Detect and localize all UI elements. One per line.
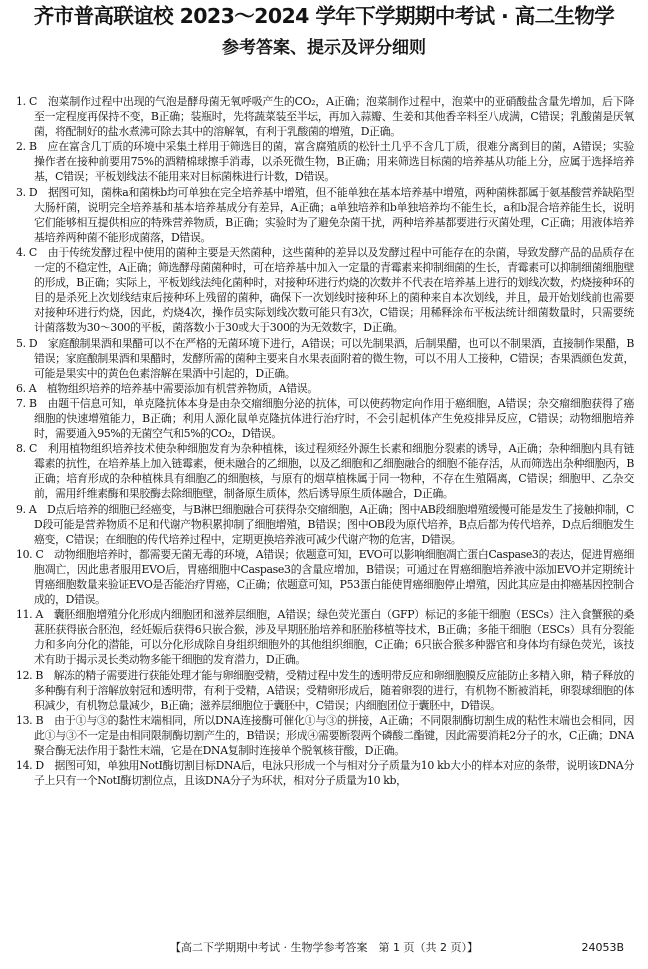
page-title: 齐市普高联谊校 2023～2024 学年下学期期中考试 · 高二生物学 (33, 4, 615, 28)
answer-item-11: 11. A 囊胚细胞增殖分化形成内细胞团和滋养层细胞，A错误；绿色荧光蛋白（GFP）标记的多能干细胞（ESCs）注入食蟹猴的桑葚胚获得嵌合胚泡，经妊娠后获得6只嵌合猴，涉及早期胚胎培养和胚胎移植等技术，B正确；多能干细胞（ESCs）具有分裂能力和多向分化的潜能，可以分化形成除自身组织细胞外的其他组织细胞，C正确；6只嵌合猴多种器官和身体均有绿色荧光，该技术有助于揭示灵长类动物多能干细胞的发育潜力，D正确。 (16, 608, 634, 667)
answer-item-6: 6. A 植物组织培养的培养基中需要添加有机营养物质，A错误。 (16, 381, 318, 395)
answer-item-5: 5. D 家庭酿制果酒和果醋可以不在严格的无菌环境下进行，A错误；可以先制果酒，后制果醋，也可以不制果酒，直接制作果醋，B错误；家庭酿制果酒和果醋时，发酵所需的菌种主要来自水果表面附着的微生物，可以不用人工接种，C错误；杏果酒颜色发黄，可能是果实中的黄色色素溶解在果酒中引起的，D正确。 (16, 336, 634, 380)
answer-item-3: 3. D 据图可知，菌株a和菌株b均可单独在完全培养基中增殖，但不能单独在基本培养基中增殖，两种菌株都属于氨基酸营养缺陷型大肠杆菌，说明完全培养基和基本培养基成分有差异，A正确；a单独培养和b单独培养均不能生长，a和b混合培养能生长，说明它们能够相互提供相应的特殊营养物质，B正确；实验时为了避免杂菌干扰，两种培养基都要进行灭菌处理，C正确；用液体培养基培养两种菌不能形成菌落，D错误。 (16, 185, 634, 244)
answer-item-12: 12. B 解冻的精子需要进行获能处理才能与卵细胞受精，受精过程中发生的透明带反应和卵细胞膜反应能防止多精入卵，精子释放的多种酶有利于溶解放射冠和透明带，有利于受精，A错误；受精卵形成后，随着卵裂的进行，有机物不断被消耗，卵裂球细胞的体积减少，有机物总量减少，B正确；滋养层细胞位于囊胚中，C错误；内细胞团位于囊胚中，D错误。 (16, 668, 634, 712)
answer-item-14: 14. D 据图可知，单独用NotⅠ酶切割目标DNA后，电泳只形成一个与相对分子质量为10 kb大小的样本对应的条带，说明该DNA分子上只有一个NotⅠ酶切割位点，且该DNA分子为环状，相对分子质量为10 kb， (16, 759, 634, 788)
answer-item-13: 13. B 由于①与③的黏性末端相同，所以DNA连接酶可催化①与③的拼接，A正确；不同限制酶切割生成的粘性末端也会相同，因此①与③不一定是由相同限制酶切割产生的，B错误；形成④需要断裂两个磷酸二酯键，因此需要消耗2分子的水，C正确；DNA聚合酶无法作用于黏性末端，它是在DNA复制时连接单个脱氧核苷酸，D正确。 (16, 713, 634, 758)
page-footer (0, 938, 648, 958)
answer-item-2: 2. B 应在富含几丁质的环境中采集土样用于筛选目的菌，富含腐殖质的松针土几乎不含几丁质，很难分离到目的菌，A错误；实验操作者在接种前要用75%的酒精棉球擦手消毒，以杀死微生物，B正确；用来筛选目标菌的培养基从功能上分，应属于选择培养基，C错误；平板划线法不能用来对目标菌株进行计数，D错误。 (16, 140, 634, 184)
answer-list (16, 94, 634, 932)
answer-item-7: 7. B 由题干信息可知，单克隆抗体本身是由杂交瘤细胞分泌的抗体，可以使药物定向作用于癌细胞，A错误；杂交瘤细胞获得了癌细胞的快速增殖能力，B正确；利用人源化鼠单克隆抗体进行治疗时，不会引起机体产生免疫排异反应，C错误；动物细胞培养时，需要通入95%的无菌空气和5%的CO₂，D错误。 (16, 396, 634, 441)
answer-item-9: 9. A D点后培养的细胞已经癌变，与B淋巴细胞融合可获得杂交瘤细胞，A正确；图中AB段细胞增殖缓慢可能是发生了接触抑制，CD段可能是营养物质不足和代谢产物积累抑制了细胞增殖，B错误；图中OB段为原代培养，B点后都为传代培养，D点后细胞发生癌变，C错误；在细胞的传代培养过程中，定期更换培养液可减少代谢产物的危害，D错误。 (16, 502, 634, 546)
answer-item-1: 1. C 泡菜制作过程中出现的气泡是酵母菌无氧呼吸产生的CO₂，A正确；泡菜制作过程中，泡菜中的亚硝酸盐含量先增加，后下降至一定程度再保持不变，B正确；装瓶时，先将蔬菜装至半坛，再加入蒜瓣、生姜和其他香辛料至八成满，C错误；乳酸菌是厌氧菌，将配制好的盐水煮沸可除去其中的溶解氧，有利于乳酸菌的增殖，D正确。 (16, 95, 634, 139)
answer-item-8: 8. C 利用植物组织培养技术使杂种细胞发育为杂种植株，该过程须经外源生长素和细胞分裂素的诱导，A正确；杂种细胞内具有链霉素的抗性，在培养基上加入链霉素，便未融合的乙细胞，以及乙细胞和乙细胞融合的细胞不能存活，从而筛选出杂种细胞丙，B正确；培育形成的杂种植株具有细胞乙的细胞核，与原有的烟草植株属于同一物种，不存在生殖隔离，C错误；细胞甲、乙杂交前，需用纤维素酶和果胶酶去除细胞壁，制备原生质体，然后诱导原生质体融合，D正确。 (16, 442, 634, 501)
answer-item-4: 4. C 由于传统发酵过程中使用的菌种主要是天然菌种，这些菌种的差异以及发酵过程中可能存在的杂菌，导致发酵产品的品质存在一定的不稳定性，A正确；筛选酵母菌菌种时，可在培养基中加入一定量的青霉素来抑制细菌的生长，青霉素可以抑制细菌细胞壁的形成，B正确；实际上，平板划线法纯化菌种时，对接种环进行灼烧的次数并不代表在培养基上进行的划线次数，灼烧接种环的目的是杀死上次划线结束后接种环上残留的菌种，确保下一次划线时接种环上的菌种来自本次划线，并且，最开始划线前也需要对接种环进行灼烧，因此，灼烧4次，操作员实际划线次数可能只有3次，C错误；用稀释涂布平板法统计细菌数量时，只需要统计菌落数为30～300的平板，菌落数小于30或大于300的为无效数字，D正确。 (16, 245, 634, 335)
footer-doc-code: 24053B (581, 941, 624, 954)
footer-page-info: 【高二下学期期中考试 · 生物学参考答案 第 1 页（共 2 页）】 (170, 941, 478, 954)
answer-item-10: 10. C 动物细胞培养时，都需要无菌无毒的环境，A错误；依题意可知，EVO可以影响细胞凋亡蛋白Caspase3的表达，促进胃癌细胞凋亡，因此患者服用EVO后，胃癌细胞中Caspase3的含量应增加，B错误；可通过在胃癌细胞培养液中添加EVO并定期统计胃癌细胞数量来验证EVO是否能治疗胃癌，C正确；依题意可知，P53蛋白能使胃癌细胞停止增殖，因此其应是由抑癌基因控制合成的，D错误。 (16, 547, 634, 607)
page-subtitle: 参考答案、提示及评分细则 (222, 38, 426, 58)
